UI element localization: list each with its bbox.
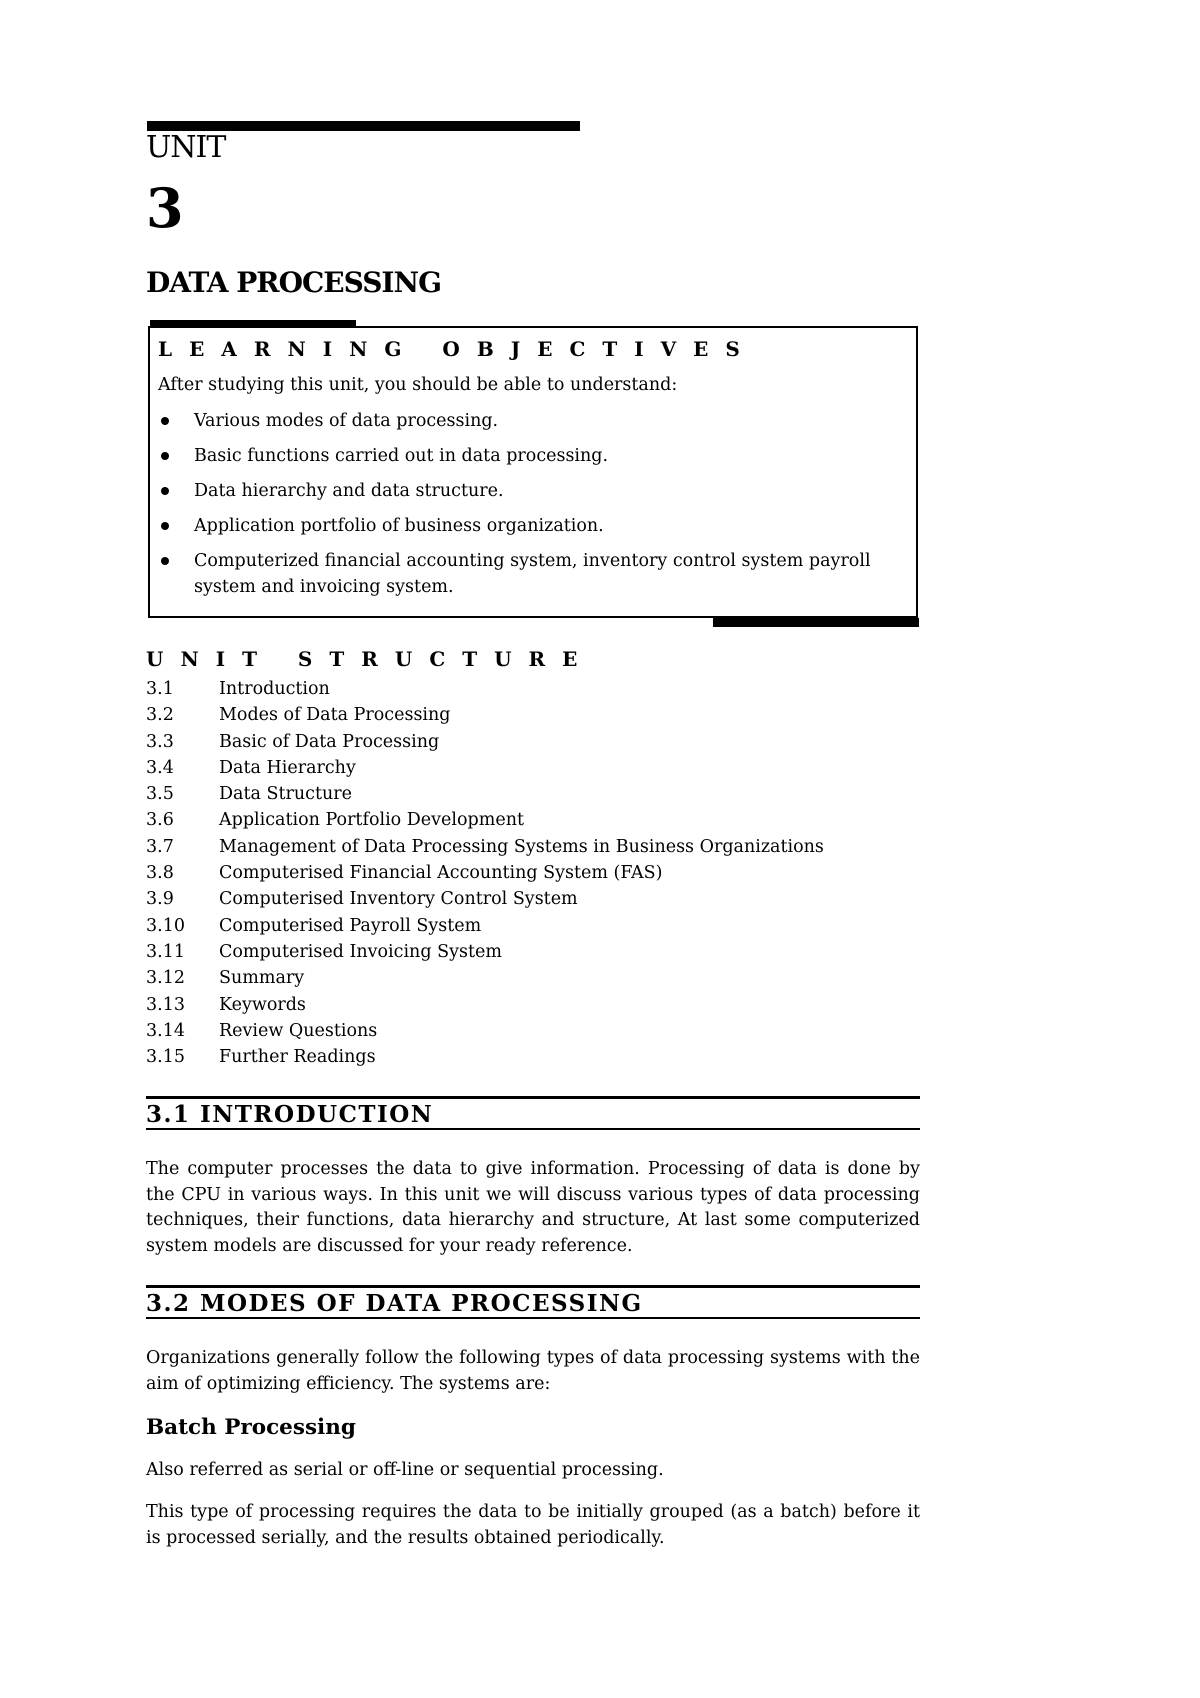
structure-item xyxy=(146,860,824,886)
objective-text: Various modes of data processing. xyxy=(194,411,499,431)
objectives-box-shadow xyxy=(713,618,919,627)
bullet-icon xyxy=(161,522,169,530)
unit-label: UNIT xyxy=(146,130,226,165)
objective-text: Data hierarchy and data structure. xyxy=(194,481,504,501)
section-title-introduction: 3.1 INTRODUCTION xyxy=(146,1101,434,1128)
structure-number: 3.8 xyxy=(146,863,174,884)
structure-title: Data Hierarchy xyxy=(219,757,356,778)
unit-structure-heading: UNIT STRUCTURE xyxy=(146,647,595,671)
structure-number: 3.9 xyxy=(146,889,174,910)
structure-number: 3.12 xyxy=(146,968,185,989)
structure-item xyxy=(146,913,824,939)
bullet-icon xyxy=(161,487,169,495)
structure-number: 3.7 xyxy=(146,836,174,857)
page-title: DATA PROCESSING xyxy=(146,266,442,299)
unit-number: 3 xyxy=(146,176,184,240)
structure-title: Management of Data Processing Systems in Business Organizations xyxy=(219,836,824,857)
structure-title: Basic of Data Processing xyxy=(219,731,440,752)
structure-number: 3.1 xyxy=(146,679,174,699)
structure-number: 3.13 xyxy=(146,994,185,1015)
structure-item xyxy=(146,781,824,807)
structure-item xyxy=(146,992,824,1018)
structure-item xyxy=(146,702,824,728)
objective-text: Application portfolio of business organization. xyxy=(194,516,604,536)
structure-item xyxy=(146,965,824,991)
structure-item xyxy=(146,755,824,781)
structure-number: 3.15 xyxy=(146,1047,185,1068)
modes-paragraph: Organizations generally follow the following types of data processing systems with the aim of optimizing efficiency. The systems are: xyxy=(146,1348,920,1394)
structure-item xyxy=(146,676,824,702)
section-rule-bottom xyxy=(146,1317,920,1319)
structure-number: 3.4 xyxy=(146,757,174,778)
structure-title: Further Readings xyxy=(219,1047,376,1068)
structure-item xyxy=(146,939,824,965)
section-rule-top xyxy=(146,1285,920,1288)
bullet-icon xyxy=(161,557,169,565)
section-rule-bottom xyxy=(146,1128,920,1130)
structure-number: 3.6 xyxy=(146,810,174,831)
structure-title: Computerised Inventory Control System xyxy=(219,889,578,910)
batch-processing-heading: Batch Processing xyxy=(146,1415,356,1440)
structure-number: 3.11 xyxy=(146,941,185,962)
structure-item xyxy=(146,807,824,833)
section-title-modes: 3.2 MODES OF DATA PROCESSING xyxy=(146,1290,643,1317)
structure-item xyxy=(146,1018,824,1044)
objective-item xyxy=(158,513,910,539)
structure-title: Application Portfolio Development xyxy=(219,810,524,831)
objective-item xyxy=(158,408,910,434)
objective-text: Computerized financial accounting system, inventory control system payroll system and invoicing system. xyxy=(194,551,871,597)
bullet-icon xyxy=(161,417,169,425)
objectives-list xyxy=(158,408,910,609)
structure-title: Review Questions xyxy=(219,1020,378,1041)
structure-title: Summary xyxy=(219,968,305,989)
structure-number: 3.5 xyxy=(146,784,174,805)
structure-number: 3.2 xyxy=(146,705,174,726)
objective-text: Basic functions carried out in data processing. xyxy=(194,446,609,466)
introduction-paragraph: The computer processes the data to give information. Processing of data is done by the CPU in various ways. In this unit we will discuss various types of data processing techniques, their functions, data hierarchy and structure, At last some computerized system models are discussed for your ready reference. xyxy=(146,1159,920,1256)
structure-title: Introduction xyxy=(219,679,330,699)
objective-item xyxy=(158,478,910,504)
structure-title: Computerised Invoicing System xyxy=(219,941,502,962)
structure-title: Keywords xyxy=(219,994,306,1015)
structure-title: Computerised Financial Accounting System (FAS) xyxy=(219,863,663,884)
objective-item xyxy=(158,443,910,469)
structure-number: 3.14 xyxy=(146,1020,185,1041)
structure-title: Computerised Payroll System xyxy=(219,915,482,936)
structure-title: Data Structure xyxy=(219,784,352,805)
objectives-heading: LEARNING OBJECTIVES xyxy=(158,337,757,361)
structure-number: 3.10 xyxy=(146,915,185,936)
batch-description: This type of processing requires the data to be initially grouped (as a batch) before it is processed serially, and the results obtained periodically. xyxy=(146,1502,920,1548)
structure-title: Modes of Data Processing xyxy=(219,705,451,726)
objectives-intro: After studying this unit, you should be able to understand: xyxy=(158,375,678,395)
structure-number: 3.3 xyxy=(146,731,174,752)
structure-item xyxy=(146,886,824,912)
objective-item xyxy=(158,548,910,600)
batch-definition: Also referred as serial or off-line or sequential processing. xyxy=(146,1460,664,1480)
structure-item xyxy=(146,834,824,860)
structure-item xyxy=(146,1044,824,1070)
unit-structure-list xyxy=(146,676,824,1070)
bullet-icon xyxy=(161,452,169,460)
structure-item xyxy=(146,729,824,755)
section-rule-top xyxy=(146,1096,920,1099)
